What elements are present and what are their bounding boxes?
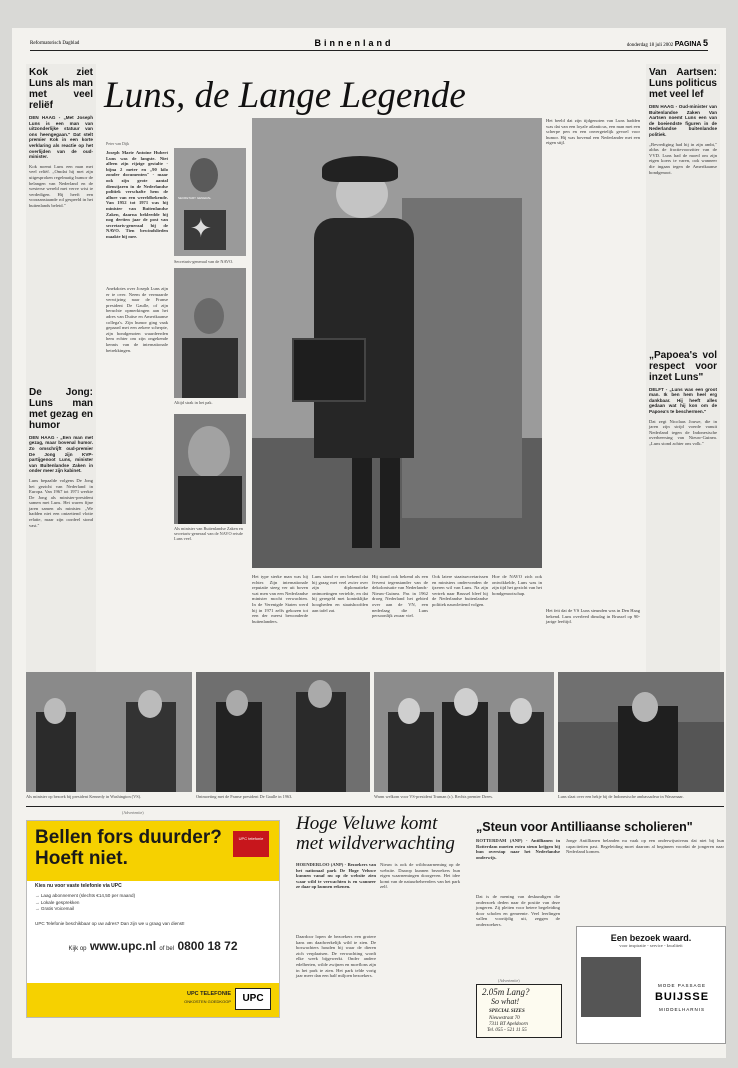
sidebar-dejong-body: Luns bepaalde volgens De Jong het gezicht van Nederland in Europa. Van 1967 tot 1971 werkte De Jong als minister-president samen met Luns. Het waren fijne jaren samen als minister. „We hadden niet een ontzettend vlotte relatie, maar zijn oordeel stond vast." bbox=[29, 477, 95, 528]
ad-buijsse[interactable] bbox=[576, 926, 726, 1044]
ad-buijsse-shop-photo bbox=[581, 957, 641, 1017]
ad-upc-footer: UPC Telefonie beschikbaar op uw adres? Dan zijn we u graag van dienst! bbox=[35, 921, 185, 926]
antillen-body-2: Jonge Antillianen belanden nu vaak op een onderwijsniveau dat niet bij hun capaciteiten past. Begeleiding moet daarom al beginnen voordat de jongeren naar Nederland komen. bbox=[566, 838, 726, 855]
ad-upc-badge: UPC telefonie bbox=[233, 831, 269, 857]
ad-upc-strip-line2: ONKOSTEN GOEDKOOP bbox=[184, 999, 231, 1004]
portrait-photo-luns bbox=[174, 414, 246, 524]
page-number: 5 bbox=[702, 38, 708, 48]
article-col-right-2: Het feit dat de VS Luns steunden was in Den Haag bekend. Luns overleed dinsdag in Brussel op 90-jarige leeftijd. bbox=[546, 608, 642, 625]
veluwe-title: Hoge Veluwe komt met wildverwachting bbox=[296, 813, 455, 854]
sidebar-papoea-title: „Papoea's vol respect voor inzet Luns" bbox=[649, 349, 717, 383]
luns-main-photo bbox=[252, 118, 542, 568]
antillen-body: Dat is de mening van deskundigen die onderzoek deden naar de positie van deze jongeren. Zij pleiten voor betere begeleiding door scholen en gemeente. Veel leerlingen vallen voortijdig uit, zeggen de onderzoekers. bbox=[476, 894, 562, 927]
nato-photo bbox=[174, 148, 246, 256]
portrait-photo-hat bbox=[174, 268, 246, 398]
article-col-1: Joseph Marie Antoine Hubert Luns was de langste. Niet alleen zijn rijzige gestalte - bijna 2 meter en „90 kilo zonder documenten" - maar ook zijn grote aantal dienstjaren in de Nederlandse politiek verschafte hem de allure van een wereldbekende. Van 1952 tot 1971 was hij minister van Buitenlandse Zaken, daarna bekleedde hij nog dertien jaar de post van secretaris-generaal bij de NAVO. Tien bewindslieden maakte hij mee. bbox=[106, 150, 170, 239]
sidebar-kok-body: Kok noemt Luns een man met veel reliëf. „Omdat hij met zijn uitgesproken regelmatig humor de belangen van Nederland en de westerse wereld met verve wist te verdedigen. Hij heeft een vooraanstaande rol gespeeld in het buitenlands beleid." bbox=[29, 163, 95, 208]
section-rule bbox=[26, 806, 724, 807]
sidebar-papoea-body: Dat zegt Nicolaas Jouwe, die in jaren zijn strijd voerde vanuit Nederland tegen de Indonesische overheersing van Nieuw-Guinea. „Luns stond achter ons volk." bbox=[649, 418, 719, 446]
veluwe-body-2: Nieuw is ook de wildwaarneming op de website. Daarop kunnen bezoekers hun eigen waarnemingen doorgeven. Het idee komt van de natuurbeheerders van het park zelf. bbox=[380, 862, 462, 890]
ad-special-addr2: 7311 BT Apeldoorn bbox=[489, 1022, 528, 1027]
caption-kennedy: Als minister op bezoek bij president Kennedy in Washington (VS). bbox=[26, 794, 142, 799]
ad-buijsse-tagline: MODE PASSAGE bbox=[658, 983, 706, 988]
page-label: PAGINA bbox=[674, 41, 702, 48]
ad-upc-strip-label bbox=[184, 991, 231, 1006]
caption-indonesie: Luns slaat over een hekje bij de Indonesische ambassadeur in Wassenaar. bbox=[558, 794, 684, 799]
sidebar-kok-title: Kok ziet Luns als man met veel reliëf bbox=[29, 67, 93, 111]
sidebar-kok-lead: DEN HAAG - „Met Joseph Luns is een man van uitzonderlijke statuur van ons heengegaan." Dat stelt premier Kok in een korte verklaring als reactie op het overlijden van de oud-minister. bbox=[29, 115, 95, 160]
caption-nato: Secretaris-generaal van de NAVO. bbox=[174, 259, 234, 264]
veluwe-body: Daardoor lopen de bezoekers een grotere kans om daadwerkelijk wild te zien. De boswachters houden bij waar de dieren zich verplaatsen. De verwachting wordt elke week bijgewerkt. Onder andere edelherten, wilde zwijnen en moeflons zijn in het park te zien. Het park telde vorig jaar meer dan een half miljoen bezoekers. bbox=[296, 934, 378, 979]
ad-upc-strip-line1: UPC TELEFONIE bbox=[186, 991, 231, 997]
ad-upc-intro: Kies nu voor vaste telefonie via UPC bbox=[35, 883, 122, 889]
ad-special-line1: 2.05m Lang? bbox=[482, 987, 530, 997]
ad-upc-phone-line bbox=[27, 939, 279, 953]
caption-degaulle: Ontmoeting met de Franse president De Gaulle in 1963. bbox=[196, 794, 293, 799]
paper-name: Reformatorisch Dagblad bbox=[30, 40, 80, 46]
ad-upc[interactable] bbox=[26, 820, 280, 1018]
ad-upc-headline-1: Bellen fors duurder? bbox=[35, 827, 222, 848]
ad-upc-phone-prefix: Kijk op bbox=[68, 946, 87, 952]
photo-kennedy bbox=[26, 672, 192, 792]
ad-label-upc: (Advertentie) bbox=[122, 810, 144, 815]
sidebar-papoea-lead: DELFT - „Luns was een groot man. Ik ben hem heel erg dankbaar. Hij heeft alles gedaan wat hij kon om de Papoea's te beschermen." bbox=[649, 386, 719, 414]
ad-upc-phone-number[interactable]: 0800 18 72 bbox=[177, 939, 238, 953]
ad-special-shop: SPECIAL SIZES bbox=[489, 1009, 525, 1014]
ad-buijsse-title: Een bezoek waard. bbox=[610, 933, 692, 943]
page-header bbox=[30, 36, 708, 51]
veluwe-lead: HOENDERLOO (ANP) - Bezoekers van het nationaal park De Hoge Veluwe kunnen vanaf nu op de website zien waar wild te verwachten is en wanneer ze daar op kunnen rekenen. bbox=[296, 862, 378, 890]
antillen-lead: ROTTERDAM (ANP) - Antillianen in Rotterdam moeten extra steun krijgen bij hun overstap naar het Nederlandse onderwijs. bbox=[476, 838, 562, 860]
article-col-4: Hij stond ook bekend als een fervent tegenstander van de dekolonisatie van Nederlands-Nieuw-Guinea. Pas in 1962 droeg Nederland het gebied over aan de VN, een nederlaag die Luns persoonlijk zwaar viel. bbox=[372, 574, 430, 619]
caption-hat: Altijd strak in het pak. bbox=[174, 400, 213, 405]
page-info bbox=[558, 38, 708, 48]
article-col-6: Hoe de NAVO zich ook ontwikkelde, Luns was in zijn tijd het gezicht van het bondgenootschap. bbox=[492, 574, 544, 596]
ad-upc-phone-mid: of bel bbox=[159, 946, 175, 952]
page-date: donderdag 18 juli 2002 bbox=[626, 43, 674, 48]
photo-degaulle bbox=[196, 672, 370, 792]
sidebar-dejong-lead: DEN HAAG - „Een man met gezag, maar bovenal humor. Zo omschrijft oud-premier De Jong zijn KVP-partijgenoot Luns, minister van Buitenlandse Zaken in onder meer zijn kabinet. bbox=[29, 434, 95, 474]
ad-upc-headline-2: Hoeft niet. bbox=[35, 848, 128, 869]
ad-special-tel: Tel. 055 - 521 11 55 bbox=[487, 1028, 527, 1033]
ad-upc-bullet: → Lokale gesprekken bbox=[35, 899, 80, 905]
photo-indonesie bbox=[558, 672, 724, 792]
nato-sign: SECRETARY GENERAL bbox=[178, 196, 212, 200]
ad-label-special: (Advertentie) bbox=[498, 978, 520, 983]
upc-logo: UPC bbox=[235, 988, 271, 1010]
ad-upc-bullet: → Laag abonnement (slechts €14,50 per maand) bbox=[35, 893, 136, 898]
sidebar-vanaartsen-title: Van Aartsen: Luns politicus met veel lef bbox=[649, 67, 717, 100]
right-sidebar bbox=[646, 64, 720, 698]
ad-buijsse-sub: voor inspiratie - service - kwaliteit bbox=[619, 943, 683, 948]
article-col-1b: Anekdotes over Joseph Luns zijn er te over. Neem de vermaarde verwijzing naar de Franse president De Gaulle, of zijn beruchte opmerkingen aan het adres van Duitse en Amerikaanse collega's. Zijn humor ging vaak gepaard met een zekere scherpte, zijn bondgenoten waardeerden hem echter om zijn ongekende kennis van de internationale betrekkingen. bbox=[106, 286, 170, 353]
ad-special-sizes[interactable] bbox=[476, 984, 562, 1038]
section-title: Binnenland bbox=[314, 38, 394, 48]
main-headline: Luns, de Lange Legende bbox=[104, 75, 466, 116]
article-col-right: Het beeld dat zijn tijdgenoten van Luns hadden was dat van een loyale atlanticus, een man met een scherpe pen en een onvergetelijk gevoel voor humor. Hij was bovenal een Nederlander met een eigen stijl. bbox=[546, 118, 642, 146]
article-col-3: Luns stond er om bekend dat hij graag met veel zwier over zijn diplomatieke ontmoetingen vertelde, en dat hij geregeld met koninklijke hoogheden en staatshoofden aan tafel zat. bbox=[312, 574, 370, 613]
ad-special-addr1: Nieuwstraat 70 bbox=[489, 1016, 520, 1021]
sidebar-vanaartsen-lead: DEN HAAG - Oud-minister van Buitenlandse Zaken Van Aartsen noemt Luns een van de boeiendste figuren in de Nederlandse buitenlandse politiek. bbox=[649, 104, 719, 137]
sidebar-dejong-title: De Jong: Luns man met gezag en humor bbox=[29, 386, 93, 431]
byline: Peter van Dijk bbox=[106, 141, 130, 146]
caption-truman: Warm welkom voor VS-president Truman (r.). Rechts premier Drees. bbox=[374, 794, 494, 799]
ad-buijsse-town: MIDDELHARNIS bbox=[658, 1007, 705, 1012]
ad-upc-headline bbox=[35, 827, 222, 869]
newspaper-page bbox=[12, 28, 726, 1058]
article-col-5: Ook latere staatssecretarissen en ministers ondervonden de ijzeren wil van Luns. Na zijn vertrek naar Brussel bleef hij de Nederlandse buitenlandse politiek nauwlettend volgen. bbox=[432, 574, 490, 607]
ad-upc-bullet: → Gratis Voicemail bbox=[35, 906, 75, 911]
photo-truman bbox=[374, 672, 554, 792]
left-sidebar bbox=[26, 64, 96, 698]
caption-portrait: Als minister van Buitenlandse Zaken en secretaris-generaal van de NAVO reisde Luns veel. bbox=[174, 526, 243, 541]
article-col-2: Het type sterke man was hij echter. Zijn internationale reputatie steeg ver uit boven wat men van een Nederlandse minister mocht verwachten. In de Verenigde Staten werd hij in 1971 zelfs gekozen tot een der meest bewonderde buitenlanders. bbox=[252, 574, 310, 624]
ad-upc-bullets bbox=[35, 893, 135, 913]
ad-special-line2: So what! bbox=[491, 997, 520, 1006]
sidebar-vanaartsen-body: „Bevrediging had hij in zijn ambt," aldus de fractievoorzitter van de VVD. Luns had de moed om zijn eigen koers te varen, ook wanneer die ingaan tegen de Amerikaanse bondgenoot. bbox=[649, 141, 719, 175]
antillen-title: „Steun voor Antilliaanse scholieren" bbox=[476, 820, 693, 834]
ad-upc-strip bbox=[27, 983, 279, 1017]
ad-buijsse-brand: BUIJSSE bbox=[654, 991, 710, 1003]
ad-upc-web-link[interactable]: www.upc.nl bbox=[89, 939, 157, 953]
nato-star-icon: ✦ bbox=[190, 214, 212, 243]
